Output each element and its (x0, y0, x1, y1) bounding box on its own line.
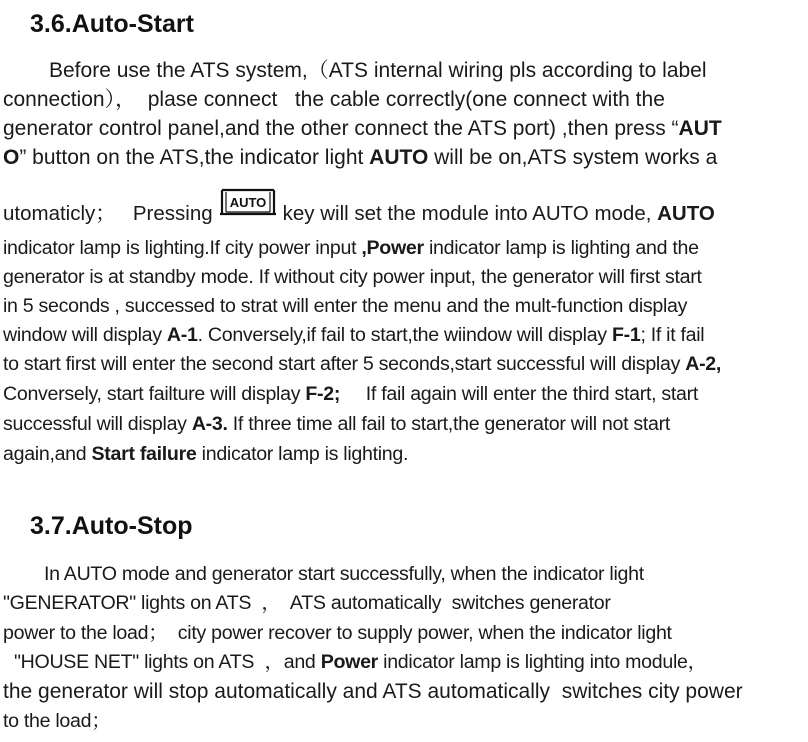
paragraph-line: In AUTO mode and generator start successfully, when the indicator light (44, 563, 644, 585)
bold-text: A-2, (685, 353, 722, 375)
paragraph-line (3, 115, 722, 143)
text-run: indicator lamp is lighting. (196, 443, 409, 465)
section-heading-auto-start: 3.6.Auto-Start (30, 10, 194, 38)
text-run: window will display (3, 324, 167, 346)
paragraph-line: the generator will stop automatically and ATS automatically switches city power (3, 680, 743, 703)
auto-key-icon (219, 196, 277, 222)
paragraph-line: in 5 seconds , successed to strat will enter the menu and the mult-function display (3, 295, 688, 317)
bold-text: Power (320, 651, 378, 673)
bold-text: AUT (678, 117, 722, 140)
text-run: If three time all fail to start,the generator will not start (227, 413, 670, 435)
text-run: . Conversely,if fail to start,the wiindow will display (197, 324, 612, 346)
text-run: generator control panel,and the other connect the ATS port) ,then press “ (3, 117, 679, 140)
paragraph-line (3, 380, 698, 408)
bold-text: F-1 (611, 324, 641, 346)
section-heading-auto-stop: 3.7.Auto-Stop (30, 512, 193, 540)
paragraph-line: "GENERATOR" lights on ATS ， ATS automatically switches generator (3, 592, 611, 614)
text-run: "HOUSE NET" lights on ATS ，and (14, 651, 321, 673)
text-run: ; If it fail (640, 324, 705, 346)
paragraph-line (3, 196, 715, 228)
bold-text: A-3. (191, 413, 228, 435)
bold-text: AUTO (369, 146, 429, 169)
text-run: will be on,ATS system works a (428, 146, 718, 169)
text-run: If fail again will enter the third start, start (340, 383, 698, 405)
paragraph-line: to the load； (3, 710, 111, 732)
paragraph-line (3, 350, 721, 378)
bold-text: AUTO (657, 202, 715, 225)
text-run: indicator lamp is lighting.If city power input (3, 237, 362, 259)
paragraph-line (3, 234, 699, 262)
text-run: to start first will enter the second start after 5 seconds,start successful will display (3, 353, 686, 375)
text-run: indicator lamp is lighting and the (423, 237, 699, 259)
bold-text: A-1 (166, 324, 198, 346)
text-run: key will set the module into AUTO mode, (282, 202, 658, 225)
paragraph-line (3, 440, 408, 468)
paragraph-line: power to the load； city power recover to supply power, when the indicator light (3, 622, 672, 644)
auto-key-label: AUTO (229, 195, 266, 210)
paragraph-line (14, 648, 707, 676)
bold-text: Start failure (91, 443, 197, 465)
bold-text: ,Power (361, 237, 424, 259)
text-run: ” button on the ATS,the indicator light (19, 146, 370, 169)
text-run: successful will display (3, 413, 192, 435)
paragraph-line (3, 144, 717, 172)
text-run: Conversely, start failture will display (3, 383, 306, 405)
bold-text: O (3, 146, 20, 169)
text-run: utomaticly； Pressing (3, 202, 213, 225)
paragraph-line (3, 321, 704, 349)
text-run: again,and (3, 443, 92, 465)
paragraph-line: Before use the ATS system,（ATS internal wiring pls according to label (49, 59, 707, 82)
bold-text: F-2; (305, 383, 341, 405)
text-run: indicator lamp is lighting into module， (378, 651, 707, 673)
paragraph-line: generator is at standby mode. If without city power input, the generator will first start (3, 266, 702, 288)
paragraph-line (3, 410, 670, 438)
paragraph-line: connection）， plase connect the cable correctly(one connect with the (3, 88, 665, 111)
